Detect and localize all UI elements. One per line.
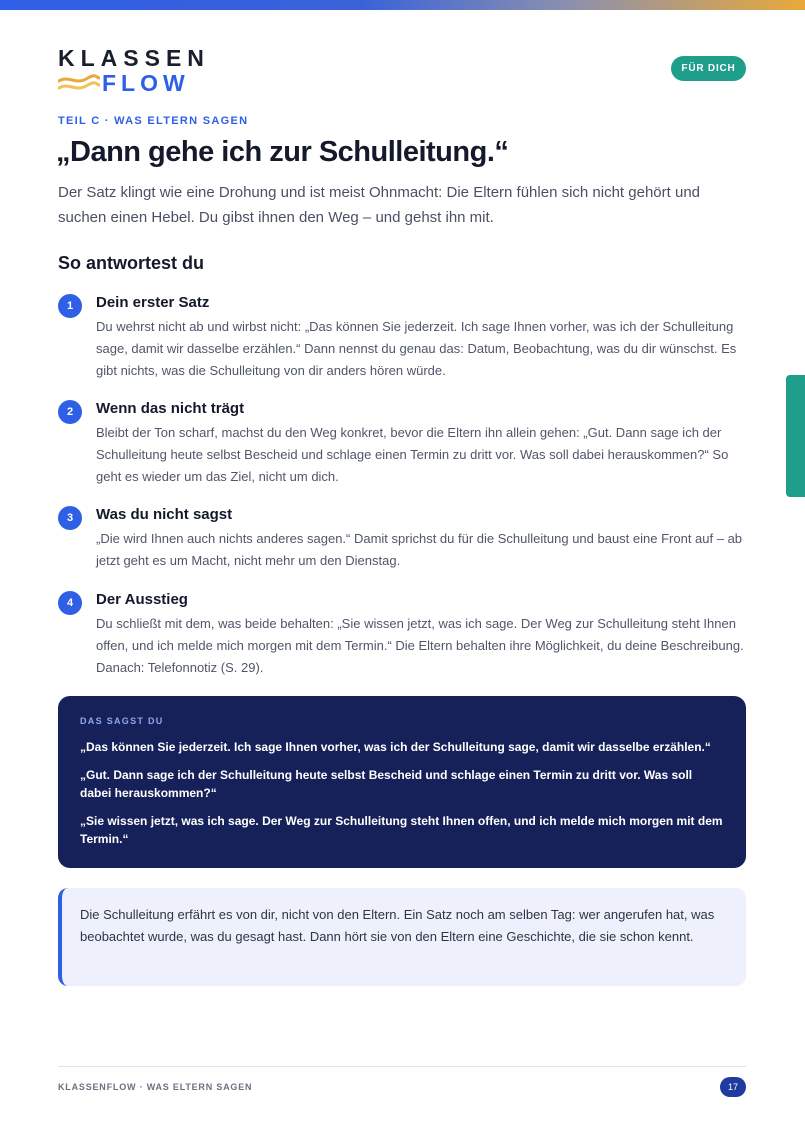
step-title: Was du nicht sagst [96, 506, 233, 523]
note-text: Die Schulleitung erfährt es von dir, nicht von den Eltern. Ein Satz noch am selben Tag: wer angerufen hat, was beobachtet wurde, was du gesagt hast. Dann hört sie von den Eltern eine Geschichte, die sie schon kennt. [80, 907, 715, 944]
step-body: Du wehrst nicht ab und wirbst nicht: „Das können Sie jederzeit. Ich sage Ihnen vorher, was ich der Schulleitung sage, damit wir dasselbe erzählen.“ Dann nennst du genau das: Datum, Beobachtung, was du dir wünschst. Es gibt nichts, was die Schulleitung von dir anders hören würde. [96, 319, 737, 378]
audience-badge: FÜR DICH [671, 56, 746, 81]
step-number-badge: 2 [58, 400, 82, 424]
logo-top-text: KLASSEN [58, 45, 210, 71]
logo [58, 45, 210, 96]
quote-box-label: DAS SAGST DU [80, 716, 164, 726]
footer-divider [58, 1066, 746, 1067]
step-title: Wenn das nicht trägt [96, 400, 245, 417]
section-kicker: TEIL C · WAS ELTERN SAGEN [58, 115, 249, 127]
quote-line: „Gut. Dann sage ich der Schulleitung heute selbst Bescheid und schlage einen Termin zu dritt vor. Was soll dabei herauskommen?“ [80, 768, 693, 800]
page-title: „Dann gehe ich zur Schulleitung.“ [56, 136, 509, 168]
page-number: 17 [720, 1077, 746, 1097]
top-gradient-bar [0, 0, 805, 10]
step-title: Der Ausstieg [96, 591, 188, 608]
lead-paragraph: Der Satz klingt wie eine Drohung und ist meist Ohnmacht: Die Eltern fühlen sich nicht gehört und suchen einen Hebel. Du gibst ihnen den Weg – und gehst ihn mit. [58, 184, 700, 226]
wave-icon [58, 72, 100, 94]
step-number-badge: 3 [58, 506, 82, 530]
note-callout [58, 888, 746, 986]
step-body: Du schließt mit dem, was beide behalten: „Sie wissen jetzt, was ich sage. Der Weg zur Schulleitung steht Ihnen offen, und ich melde mich morgen mit dem Termin.“ Die Eltern behalten ihre Möglichkeit, du deine Beschreibung. Danach: Telefonnotiz (S. 29). [96, 616, 744, 675]
step-number-badge: 1 [58, 294, 82, 318]
side-tab-marker [786, 375, 805, 497]
logo-bottom-text: FLOW [102, 70, 190, 96]
quote-line: „Das können Sie jederzeit. Ich sage Ihnen vorher, was ich der Schulleitung sage, damit wir dasselbe erzählen.“ [80, 740, 711, 754]
footer-text: KLASSENFLOW · WAS ELTERN SAGEN [58, 1082, 253, 1092]
step-number-badge: 4 [58, 591, 82, 615]
quote-box [58, 696, 746, 868]
step-body: Bleibt der Ton scharf, machst du den Weg konkret, bevor die Eltern ihn allein gehen: „Gut. Dann sage ich der Schulleitung heute selbst Bescheid und schlage einen Termin zu dritt vor. Was soll dabei herauskommen?“ So geht es wieder um das Ziel, nicht um dich. [96, 425, 729, 484]
step-body: „Die wird Ihnen auch nichts anderes sagen.“ Damit sprichst du für die Schulleitung und baust eine Front auf – ab jetzt geht es um Macht, nicht mehr um den Dienstag. [96, 531, 743, 568]
section-heading: So antwortest du [58, 253, 205, 273]
quote-line: „Sie wissen jetzt, was ich sage. Der Weg zur Schulleitung steht Ihnen offen, und ich melde mich morgen mit dem Termin.“ [80, 814, 723, 846]
step-title: Dein erster Satz [96, 294, 210, 311]
